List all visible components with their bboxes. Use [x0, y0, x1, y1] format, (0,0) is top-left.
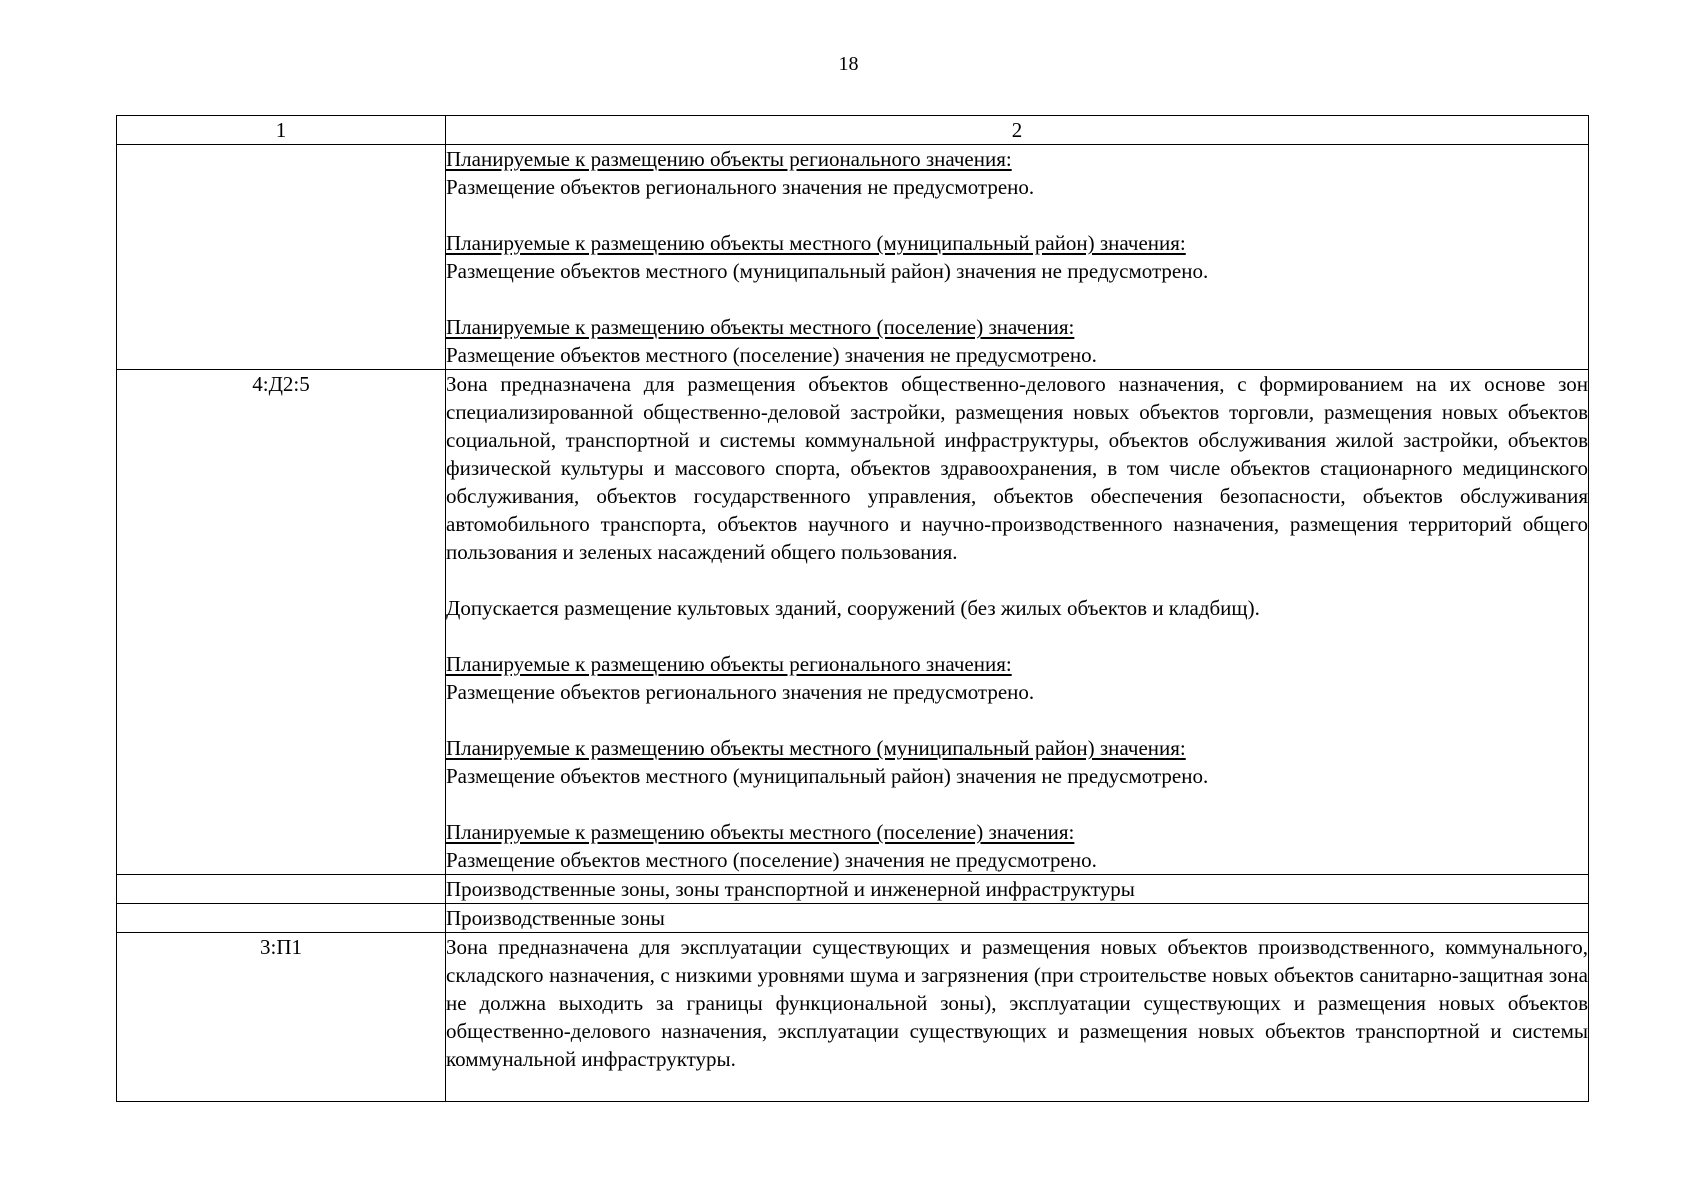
page-number: 18: [838, 53, 859, 75]
table-row-continuation: [117, 145, 1589, 370]
planned-text-settlement: Размещение объектов местного (поселение) значения не предусмотрено.: [446, 343, 1097, 367]
zones-table: [116, 115, 1589, 1102]
zone-content-cell: [446, 933, 1589, 1102]
section-title: Производственные зоны, зоны транспортной и инженерной инфраструктуры: [446, 875, 1589, 904]
planned-text-district: Размещение объектов местного (муниципальный район) значения не предусмотрено.: [446, 259, 1209, 283]
zone-content-cell: [446, 370, 1589, 875]
zone-allowed-note: Допускается размещение культовых зданий, сооружений (без жилых объектов и кладбищ).: [446, 596, 1260, 620]
table-header-row: [117, 116, 1589, 145]
section-row-industrial-transport: [117, 875, 1589, 904]
planned-heading-regional: Планируемые к размещению объекты регионального значения:: [446, 652, 1012, 676]
zone-description: Зона предназначена для эксплуатации существующих и размещения новых объектов производственного, коммунального, складского назначения, с низкими уровнями шума и загрязнения (при строительстве новых объектов санитарно-защитная зона не должна выходить за границы функциональной зоны), эксплуатации существующих и размещения новых объектов общественно-делового назначения, эксплуатации существующих и размещения новых объектов транспортной и системы коммунальной инфраструктуры.: [446, 935, 1588, 1071]
planned-text-regional: Размещение объектов регионального значения не предусмотрено.: [446, 175, 1035, 199]
zone-code-cell: 3:П1: [117, 933, 446, 1102]
column-header-1: 1: [117, 116, 446, 145]
section-row-industrial: [117, 904, 1589, 933]
column-header-2: 2: [446, 116, 1589, 145]
empty-cell: [117, 875, 446, 904]
planned-heading-settlement: Планируемые к размещению объекты местного (поселение) значения:: [446, 315, 1075, 339]
planned-text-settlement: Размещение объектов местного (поселение) значения не предусмотрено.: [446, 848, 1097, 872]
table-row-d2-5: [117, 370, 1589, 875]
zone-code-cell: 4:Д2:5: [117, 370, 446, 875]
planned-heading-district: Планируемые к размещению объекты местного (муниципальный район) значения:: [446, 231, 1186, 255]
table-row-p1: [117, 933, 1589, 1102]
zone-description: Зона предназначена для размещения объектов общественно-делового назначения, с формированием на их основе зон специализированной общественно-деловой застройки, размещения новых объектов торговли, размещения новых объектов социальной, транспортной и системы коммунальной инфраструктуры, объектов обслуживания жилой застройки, объектов физической культуры и массового спорта, объектов здравоохранения, в том числе объектов стационарного медицинского обслуживания, объектов государственного управления, объектов обеспечения безопасности, объектов обслуживания автомобильного транспорта, объектов научного и научно-производственного назначения, размещения территорий общего пользования и зеленых насаждений общего пользования.: [446, 372, 1588, 564]
planned-heading-district: Планируемые к размещению объекты местного (муниципальный район) значения:: [446, 736, 1186, 760]
planned-heading-settlement: Планируемые к размещению объекты местного (поселение) значения:: [446, 820, 1075, 844]
planned-heading-regional: Планируемые к размещению объекты регионального значения:: [446, 147, 1012, 171]
section-title: Производственные зоны: [446, 904, 1589, 933]
planned-text-regional: Размещение объектов регионального значения не предусмотрено.: [446, 680, 1035, 704]
empty-cell: [117, 904, 446, 933]
planned-text-district: Размещение объектов местного (муниципальный район) значения не предусмотрено.: [446, 764, 1209, 788]
zone-content-cell: [446, 145, 1589, 370]
zone-code-cell: [117, 145, 446, 370]
